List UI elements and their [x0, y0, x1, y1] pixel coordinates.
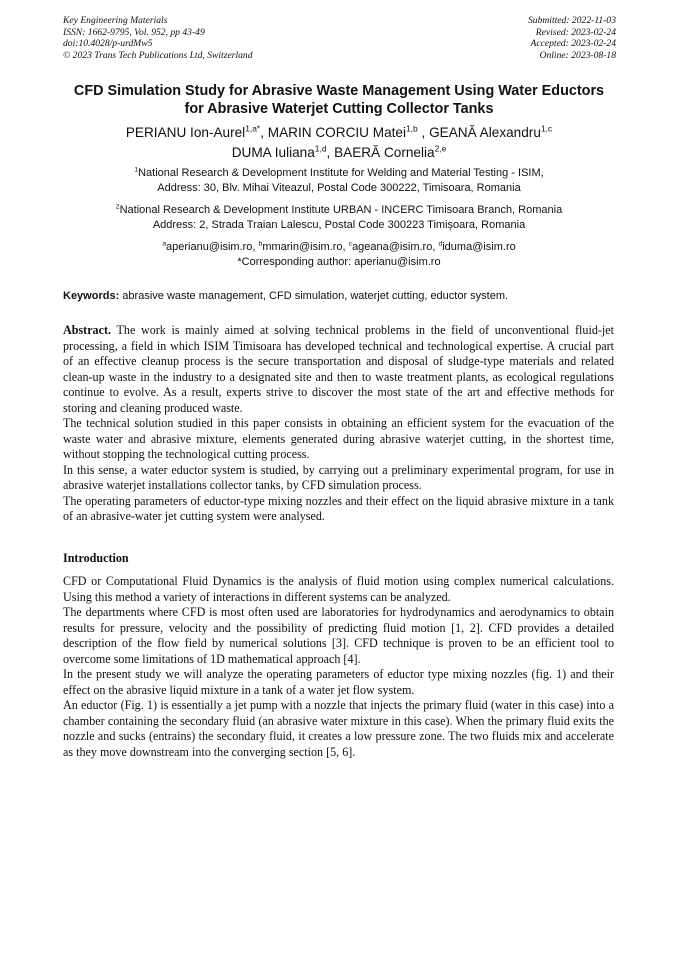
author-name: BAERĂ Cornelia	[334, 145, 435, 160]
introduction-body	[63, 574, 614, 760]
keywords-text: abrasive waste management, CFD simulation, waterjet cutting, eductor system.	[119, 290, 509, 302]
email-mark: d	[438, 240, 443, 248]
journal-info	[63, 15, 253, 61]
issn-volume: ISSN: 1662-9795, Vol. 952, pp 43-49	[63, 26, 205, 38]
email-mark: a	[162, 240, 167, 248]
affiliation-number: 2	[115, 203, 120, 211]
revised-date: Revised: 2023-02-24	[535, 26, 616, 38]
abstract-label: Abstract.	[63, 323, 112, 337]
online-date: Online: 2023-08-18	[539, 49, 616, 61]
email-link[interactable]: aperianu@isim.ro,	[166, 241, 259, 253]
affiliation-institute: National Research & Development Institute for Welding and Material Testing - ISIM,	[138, 167, 544, 179]
abstract-paragraph: In this sense, a water eductor system is studied, by carrying out a preliminary experimental program, for use in abrasive waterjet installations collector tanks, by CFD simulation process.	[63, 462, 614, 492]
author-separator: ,	[417, 125, 430, 140]
affiliation-address: Address: 2, Strada Traian Lalescu, Postal Code 300223 Timișoara, Romania	[152, 219, 526, 232]
intro-paragraph: CFD or Computational Fluid Dynamics is the analysis of fluid motion using complex numerical calculations. Using this method a variety of interactions in different systems can be analyzed.	[63, 574, 614, 604]
author-name: GEANĂ Alexandru	[429, 125, 541, 140]
copyright: © 2023 Trans Tech Publications Ltd, Switzerland	[63, 49, 253, 61]
email-link[interactable]: iduma@isim.ro	[442, 241, 516, 253]
corresponding-author: *Corresponding author: aperianu@isim.ro	[237, 255, 441, 268]
affiliation-2	[63, 203, 615, 234]
journal-name: Key Engineering Materials	[63, 15, 168, 26]
author-separator: ,	[260, 125, 268, 140]
author-separator: ,	[326, 145, 335, 160]
intro-paragraph: An eductor (Fig. 1) is essentially a jet pump with a nozzle that injects the primary fluid (water in this case) into a chamber containing the secondary fluid (an abrasive water mixture in this case). When the primary fluid exits the nozzle and sucks (entrains) the secondary fluid, it creates a low pressure zone. The two fluids mix and accelerate as they move downstream into the converging section [5, 6].	[63, 698, 614, 759]
author-name: PERIANU Ion-Aurel	[125, 125, 246, 140]
email-link[interactable]: mmarin@isim.ro,	[262, 241, 349, 253]
email-link[interactable]: ageana@isim.ro,	[352, 241, 439, 253]
paper-title: CFD Simulation Study for Abrasive Waste Management Using Water Eductors for Abrasive Waterjet Cutting Collector Tanks	[73, 83, 605, 117]
author-name: MARIN CORCIU Matei	[267, 125, 406, 140]
author-affiliation-mark: 1,c	[540, 123, 553, 134]
author-emails	[63, 240, 615, 269]
submission-dates	[528, 15, 616, 61]
author-affiliation-mark: 1,b	[406, 123, 418, 134]
abstract-paragraph: The operating parameters of eductor-type mixing nozzles and their effect on the liquid abrasive mixture in a tank of an abrasive-water jet cutting system were analysed.	[63, 493, 614, 523]
doi: doi:10.4028/p-urdMw5	[63, 38, 153, 50]
intro-paragraph: In the present study we will analyze the operating parameters of eductor type mixing nozzles (fig. 1) and their effect on the abrasive liquid mixture in a tank of a water jet flow system.	[63, 667, 614, 697]
intro-paragraph: The departments where CFD is most often used are laboratories for hydrodynamics and aerodynamics to obtain results for pressure, velocity and the possibility of predicting fluid motion [1, 2]. CFD provides a detailed description of the flow field by numerical solutions [3]. CFD technique is proven to be an efficient tool to overcome some limitations of 1D mathematical approach [4].	[63, 605, 614, 666]
author-affiliation-mark: 1,d	[314, 143, 327, 154]
keywords	[63, 289, 615, 303]
keywords-label: Keywords:	[63, 290, 120, 302]
author-list	[63, 123, 615, 163]
affiliation-address: Address: 30, Blv. Mihai Viteazul, Postal Code 300222, Timisoara, Romania	[157, 182, 521, 195]
author-name: DUMA Iuliana	[231, 145, 315, 160]
submitted-date: Submitted: 2022-11-03	[527, 15, 616, 26]
affiliation-institute: National Research & Development Institute URBAN - INCERC Timisoara Branch, Romania	[119, 204, 563, 216]
abstract	[63, 323, 614, 525]
abstract-paragraph: The work is mainly aimed at solving technical problems in the field of unconventional fluid-jet processing, a field in which ISIM Timisoara has developed technical and technological expertise. A crucial part of an effective cleanup process is the secure transportation and disposal of sludge-type materials and related clean-up waste in the industry to a designated site and then to waste treatment plants, as ecological regulations continue to evolve. As a result, experts strive to discover the most state of the art and effective methods for storing and cleaning produced waste.	[63, 323, 614, 415]
section-heading-introduction: Introduction	[63, 551, 129, 565]
email-mark: b	[258, 240, 263, 248]
accepted-date: Accepted: 2023-02-24	[530, 38, 616, 50]
author-affiliation-mark: 1,a*	[245, 123, 261, 134]
abstract-paragraph: The technical solution studied in this paper consists in obtaining an efficient system for the evacuation of the waste water and abrasive mixture, elements generated during abrasive waterjet cutting, in the shortest time, without stopping the technological cutting process.	[63, 416, 614, 461]
email-mark: c	[348, 240, 353, 248]
affiliation-number: 1	[134, 166, 139, 174]
affiliation-1	[63, 166, 615, 197]
author-affiliation-mark: 2,e	[434, 143, 447, 154]
